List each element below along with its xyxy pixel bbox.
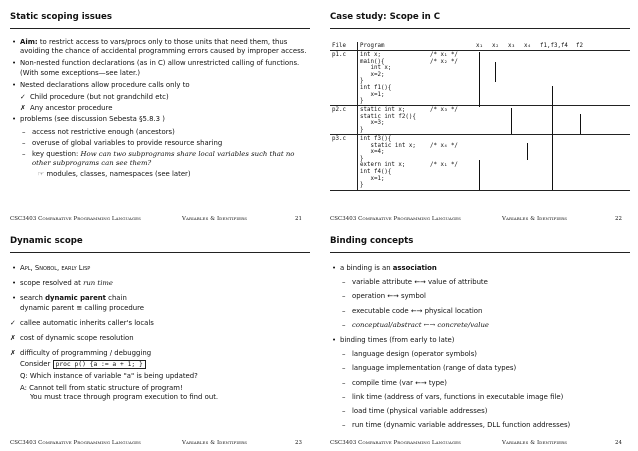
- header-program: Program: [360, 43, 385, 49]
- answer-text: modules, classes, namespaces (see later): [46, 170, 191, 179]
- code-line: int f3(){: [360, 136, 392, 142]
- table-rule: [330, 105, 630, 106]
- code-line: int x;: [360, 65, 392, 72]
- title-rule: [330, 28, 630, 29]
- slide-title: Binding concepts: [330, 236, 414, 246]
- key-question-item: [10, 150, 310, 168]
- binding-time-item: – language implementation (range of data types): [330, 364, 630, 373]
- header-f2: f2: [576, 43, 583, 49]
- binding-text: a binding is an: [340, 264, 391, 272]
- file-name: p1.c: [332, 52, 346, 58]
- aim-label: Aim:: [20, 38, 38, 46]
- footer-chapter: Variables & Identifiers: [502, 216, 568, 222]
- check-icon: ✓: [20, 93, 26, 102]
- code-line: x=3;: [360, 120, 385, 127]
- answer-line: A: Cannot tell from static structure of program!: [20, 383, 183, 392]
- table-rule: [330, 190, 630, 191]
- binding-item: – variable attribute ←→ value of attribute: [330, 278, 630, 287]
- code-line: x=1;: [360, 91, 385, 98]
- footer-course: CSC3403 Comparative Programming Languages: [330, 440, 461, 446]
- binding-item: – operation ←→ symbol: [330, 292, 630, 301]
- code-line: x=2;: [360, 71, 385, 78]
- footer-chapter: Variables & Identifiers: [182, 216, 248, 222]
- table-rule: [330, 134, 630, 135]
- header-x3: x₃: [508, 43, 515, 49]
- scope-bar-x3: [511, 108, 512, 134]
- binding-time-item: – link time (address of vars, functions in executable image file): [330, 393, 630, 402]
- footer-course: CSC3403 Comparative Programming Languages: [330, 216, 461, 222]
- search-text: search: [20, 294, 43, 303]
- code-line: int x;: [360, 52, 381, 58]
- footer-course: CSC3403 Comparative Programming Languages: [10, 216, 141, 222]
- binding-bullet: [330, 264, 630, 273]
- cost-item: ✗ cost of dynamic scope resolution: [10, 334, 310, 343]
- scope-table: [330, 42, 630, 192]
- code-line: }: [360, 98, 364, 105]
- header-file: File: [332, 43, 346, 49]
- slide-title: Static scoping issues: [10, 12, 112, 22]
- pointing-hand-icon: ☞: [38, 170, 45, 179]
- resolved-emphasis: run time: [83, 279, 114, 288]
- code-line: static int x;: [360, 107, 406, 113]
- code-line: static int x;: [360, 142, 416, 149]
- aim-bullet: [10, 38, 310, 56]
- slide-22: [330, 8, 630, 220]
- slide-title: Dynamic scope: [10, 236, 83, 246]
- answer-line-2: You must trace through program execution to find out.: [30, 393, 219, 402]
- code-line: main(){: [360, 58, 385, 65]
- scope-bar-x1: [479, 52, 480, 107]
- code-comment: /* x₁ */: [430, 162, 458, 169]
- code-line: x=4;: [360, 149, 385, 156]
- binding-times-bullet: • binding times (from early to late): [330, 336, 630, 345]
- code-comment: /* x₄ */: [430, 142, 458, 149]
- footer-chapter: Variables & Identifiers: [502, 440, 568, 446]
- code-line: x=1;: [360, 175, 385, 182]
- nested-ok-text: Child procedure (but not grandchild etc): [30, 93, 169, 102]
- header-x2: x₂: [492, 43, 499, 49]
- search-line2: dynamic parent ≡ calling procedure: [20, 303, 145, 312]
- footer-page-number: 23: [294, 440, 302, 446]
- code-line: }: [360, 126, 364, 133]
- problems-bullet: • problems (see discussion Sebesta §5.8.3 ): [10, 115, 310, 124]
- problem-item: – access not restrictive enough (ancestors): [10, 128, 310, 137]
- aim-text: to restrict access to vars/procs only to those units that need them, thus avoiding the chance of accidental programming errors caused by improper access.: [20, 38, 307, 56]
- file-name: p2.c: [332, 107, 346, 113]
- languages-bullet: • Apl, Snobol, early Lisp: [10, 264, 310, 273]
- title-rule: [10, 28, 310, 29]
- nonnested-bullet: • Non-nested function declarations (as in C) allow unrestricted calling of functions. (With some exceptions—see later.): [10, 59, 310, 77]
- callee-item: ✓ callee automatic inherits caller's locals: [10, 319, 310, 328]
- code-line: int f4(){: [360, 169, 392, 175]
- question-line: Q: Which instance of variable "a" is being updated?: [20, 371, 198, 380]
- scope-bar-x4: [527, 143, 528, 160]
- nested-ok-item: [10, 93, 310, 102]
- code-line: }: [360, 182, 364, 189]
- header-x1: x₁: [476, 43, 483, 49]
- footer-page-number: 24: [614, 440, 622, 446]
- scope-bar-x2: [495, 62, 496, 82]
- search-bold: dynamic parent: [45, 294, 106, 303]
- binding-time-item: – language design (operator symbols): [330, 350, 630, 359]
- title-rule: [330, 252, 630, 253]
- slide-24: [330, 232, 630, 444]
- slide-body: [330, 264, 630, 432]
- code-line: }: [360, 155, 364, 162]
- nested-no-item: [10, 104, 310, 113]
- binding-item: – conceptual/abstract ←→ concrete/value: [330, 321, 630, 330]
- cross-icon: ✗: [20, 104, 26, 113]
- key-question-text: How can two subprograms share local variables such that no other subprograms can see them?: [32, 150, 295, 168]
- code-line: extern int x;: [360, 162, 406, 169]
- binding-time-item: – load time (physical variable addresses): [330, 407, 630, 416]
- resolved-text: scope resolved at: [20, 279, 81, 288]
- nested-no-text: Any ancestor procedure: [30, 104, 113, 113]
- resolved-bullet: [10, 279, 310, 288]
- scope-bar-x1: [479, 160, 480, 190]
- binding-bold: association: [392, 264, 437, 272]
- footer-page-number: 22: [614, 216, 622, 222]
- slide-21: [10, 8, 310, 220]
- footer-page-number: 21: [294, 216, 302, 222]
- code-line: static int f2(){: [360, 113, 416, 120]
- slide-body: [10, 264, 310, 402]
- slide-23: [10, 232, 310, 444]
- scope-bar-funcs: [552, 86, 553, 190]
- footer-chapter: Variables & Identifiers: [182, 440, 248, 446]
- scope-bar-f2: [580, 114, 581, 134]
- code-box: proc p() {a := a + 1; }: [53, 360, 146, 369]
- consider-line: [10, 360, 310, 369]
- answer-line: [10, 170, 310, 179]
- code-comment: /* x₂ */: [430, 58, 458, 65]
- search-bullet: [10, 294, 310, 303]
- slide-title: Case study: Scope in C: [330, 12, 441, 22]
- nested-bullet: • Nested declarations allow procedure calls only to: [10, 81, 310, 90]
- binding-time-item: – run time (dynamic variable addresses, DLL function addresses): [330, 421, 630, 430]
- header-funcs: f1,f3,f4: [540, 43, 568, 49]
- problem-item: – overuse of global variables to provide resource sharing: [10, 139, 310, 148]
- code-comment: /* x₃ */: [430, 107, 458, 113]
- code-comment: /* x₁ */: [430, 52, 458, 58]
- binding-item: – executable code ←→ physical location: [330, 307, 630, 316]
- consider-label: Consider: [20, 360, 51, 369]
- code-line: }: [360, 78, 364, 85]
- footer-course: CSC3403 Comparative Programming Languages: [10, 440, 141, 446]
- header-x4: x₄: [524, 43, 531, 49]
- slide-body: [10, 38, 310, 180]
- code-line: int f1(){: [360, 85, 392, 91]
- column-divider: [357, 42, 358, 190]
- binding-time-item: – compile time (var ←→ type): [330, 379, 630, 388]
- search-post: chain: [108, 294, 127, 303]
- difficulty-item: ✗ difficulty of programming / debugging: [10, 349, 310, 358]
- file-name: p3.c: [332, 136, 346, 142]
- table-rule: [330, 50, 630, 51]
- key-question-label: key question:: [32, 150, 79, 159]
- title-rule: [10, 252, 310, 253]
